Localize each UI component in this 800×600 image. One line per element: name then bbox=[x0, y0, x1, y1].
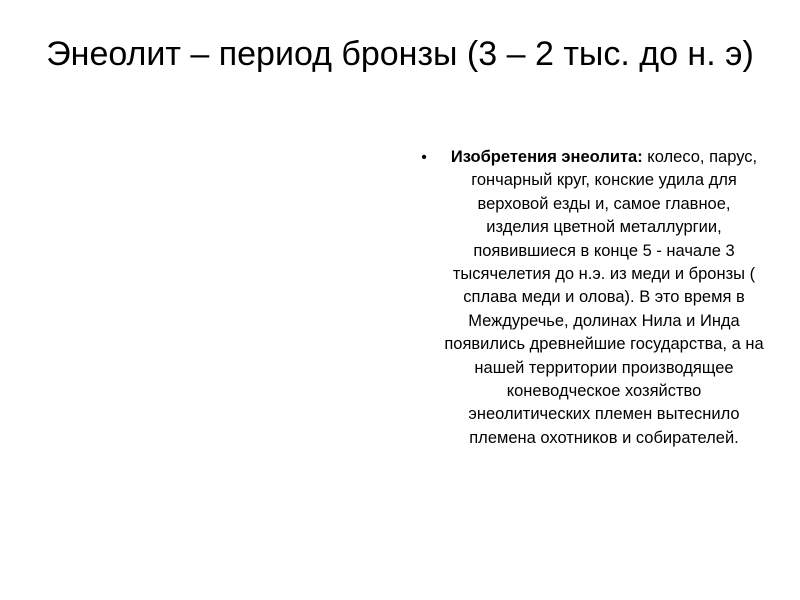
bullet-item bbox=[418, 146, 764, 450]
bullet-lead-text: Изобретения энеолита: bbox=[450, 148, 643, 166]
slide-title: Энеолит – период бронзы (3 – 2 тыс. до н. э) bbox=[46, 35, 754, 73]
bullet-body-text: колесо, парус, гончарный круг, конские удила для верховой езды и, самое главное, изделия цветной металлургии, появившиеся в конце 5 - начале 3 тысячелетия до н.э. из меди и бронзы ( сплава меди и олова). В это время в Междуречье, долинах Нила и Инда появились древнейшие государства, а на нашей территории производящее коневодческое хозяйство энеолитических племен вытеснило племена охотников и собирателей. bbox=[444, 148, 764, 447]
bullet-icon: • bbox=[421, 149, 427, 166]
bullet-list bbox=[418, 146, 764, 450]
